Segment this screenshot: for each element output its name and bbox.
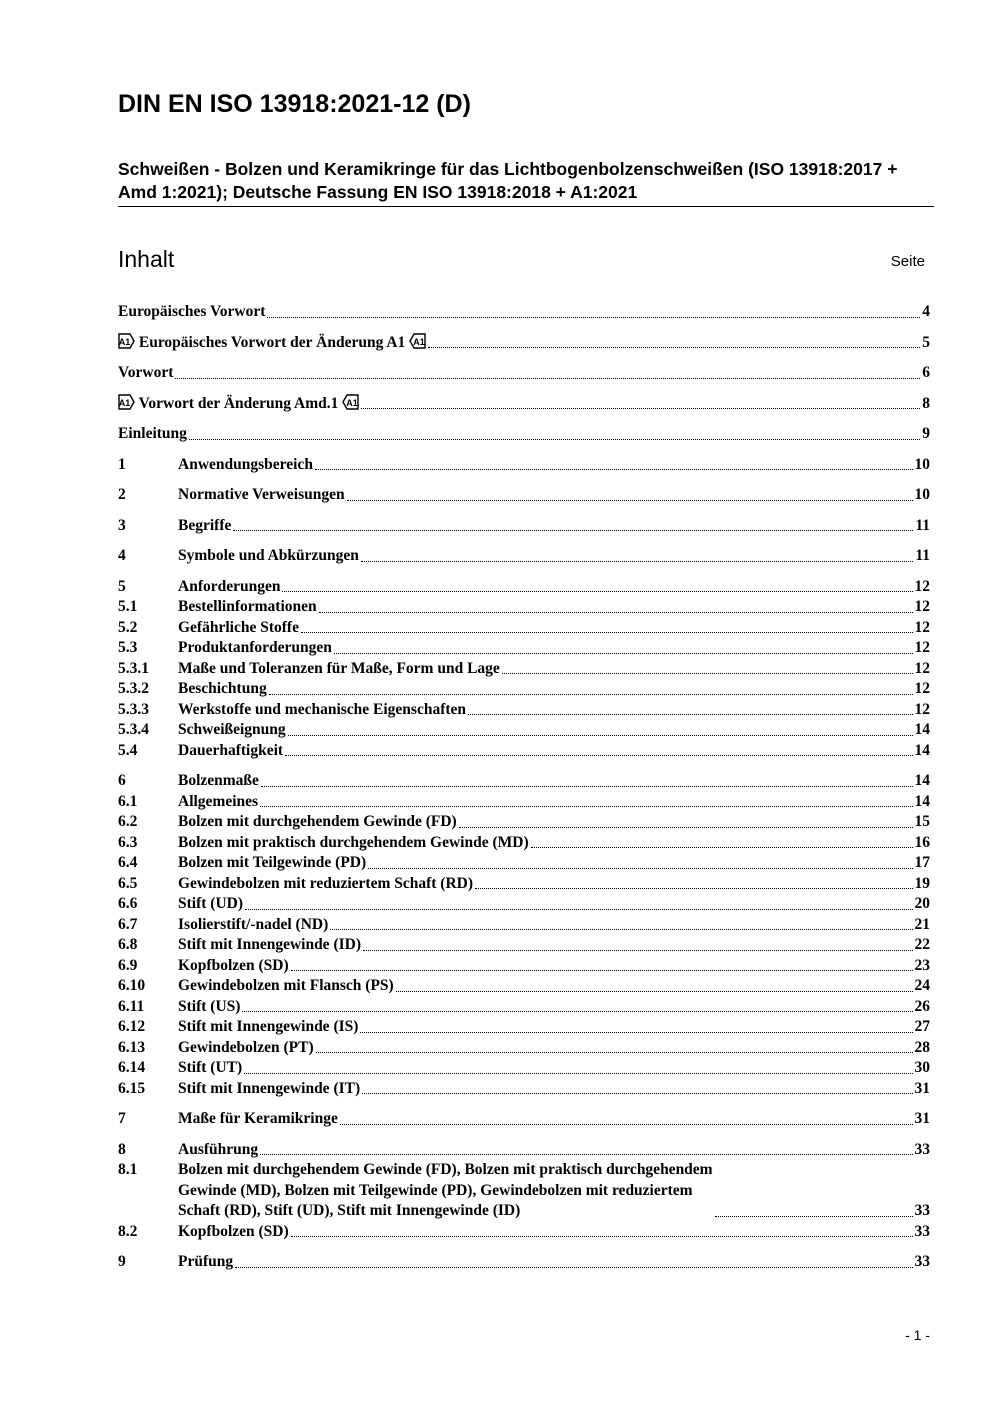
toc-entry-body xyxy=(178,833,930,854)
toc-entry-body xyxy=(178,956,930,977)
toc-entry[interactable] xyxy=(118,485,930,506)
toc-entry-body xyxy=(178,577,930,598)
toc-entry-page-number: 21 xyxy=(914,915,930,933)
toc-entry-title-text: Bolzen mit durchgehendem Gewinde (FD) xyxy=(178,813,457,830)
toc-entry-title xyxy=(178,1038,314,1059)
toc-entry-body xyxy=(178,853,930,874)
toc-dot-leader xyxy=(396,991,913,992)
toc-entry-title-text: Schweißeignung xyxy=(178,721,286,738)
toc-entry-title xyxy=(178,516,231,537)
toc-dot-leader xyxy=(291,970,913,971)
toc-entry-number: 5.3.3 xyxy=(118,700,149,718)
toc-dot-leader xyxy=(502,673,913,674)
toc-entry-title-text: Bestellinformationen xyxy=(178,598,317,615)
amendment-end-marker-icon xyxy=(342,394,359,410)
toc-entry[interactable] xyxy=(118,597,930,618)
toc-entry-title-text: Europäisches Vorwort der Änderung A1 xyxy=(138,333,406,351)
toc-entry-page-number: 33 xyxy=(914,1222,930,1240)
toc-entry-title-text: Bolzenmaße xyxy=(178,772,259,789)
toc-entry-title xyxy=(178,638,332,659)
toc-entry-title-text: Symbole und Abkürzungen xyxy=(178,547,359,564)
toc-entry-title xyxy=(178,741,283,762)
toc-entry-number: 6.7 xyxy=(118,915,138,933)
toc-entry[interactable] xyxy=(118,1252,930,1273)
toc-entry-title-text: Anforderungen xyxy=(178,577,281,595)
toc-entry-page-number: 27 xyxy=(914,1018,930,1035)
toc-entry-body xyxy=(178,1222,930,1243)
toc-entry-title-text: Einleitung xyxy=(118,425,187,442)
toc-entry-body xyxy=(118,424,930,445)
toc-entry-number: 6.8 xyxy=(118,936,138,953)
toc-dot-leader xyxy=(285,755,912,756)
toc-entry-page-number: 8 xyxy=(922,394,930,412)
toc-entry-page-number: 9 xyxy=(922,425,930,442)
toc-entry-title-text: Stift mit Innengewinde (ID) xyxy=(178,936,361,953)
toc-entry-title-text: Kopfbolzen (SD) xyxy=(178,1222,289,1240)
toc-entry-title-text: Dauerhaftigkeit xyxy=(178,741,284,759)
toc-entry[interactable] xyxy=(118,833,930,854)
toc-dot-leader xyxy=(362,1093,912,1094)
toc-dot-leader xyxy=(260,806,912,807)
toc-entry-page-number: 31 xyxy=(914,1079,930,1097)
toc-entry-page-number: 15 xyxy=(914,813,930,830)
toc-entry-body xyxy=(118,302,930,323)
document-subtitle: Schweißen - Bolzen und Keramikringe für das Lichtbogenbolzenschweißen (ISO 13918:2017 + Amd 1:2021); Deutsche Fassung EN ISO 13918:2018 + A1:2021 xyxy=(118,159,898,202)
toc-entry-page-number: 12 xyxy=(914,598,930,615)
toc-entry-page-number: 14 xyxy=(914,721,930,738)
toc-dot-leader xyxy=(244,1073,912,1074)
toc-entry-title xyxy=(178,1140,258,1161)
toc-entry-page-number: 31 xyxy=(914,1110,930,1127)
toc-entry-title xyxy=(118,424,187,445)
toc-entry-page-number: 33 xyxy=(914,1202,930,1219)
toc-entry[interactable] xyxy=(118,1079,930,1100)
toc-entry-number: 9 xyxy=(118,1253,126,1270)
toc-entry-title xyxy=(178,915,328,936)
toc-entry-number: 6.14 xyxy=(118,1059,146,1076)
toc-entry-number: 5.3.2 xyxy=(118,680,149,697)
toc-entry[interactable] xyxy=(118,302,930,323)
toc-dot-leader xyxy=(347,500,913,501)
toc-entry[interactable] xyxy=(118,1222,930,1243)
toc-entry-number: 6.1 xyxy=(118,792,138,810)
toc-entry-page-number: 14 xyxy=(914,772,930,789)
toc-entry-title xyxy=(178,935,361,956)
toc-dot-leader xyxy=(267,317,920,318)
toc-entry-number: 4 xyxy=(118,547,126,564)
toc-entry-title xyxy=(178,894,243,915)
toc-dot-leader xyxy=(468,714,912,715)
toc-entry-body xyxy=(178,1160,930,1222)
toc-entry-number: 8 xyxy=(118,1140,126,1158)
toc-entry-page-number: 12 xyxy=(914,680,930,697)
toc-entry-title-text: Gewindebolzen mit Flansch (PS) xyxy=(178,977,394,994)
toc-entry-title xyxy=(178,597,317,618)
toc-dot-leader xyxy=(368,868,912,869)
toc-dot-leader xyxy=(261,786,913,787)
toc-entry-title xyxy=(178,1109,338,1130)
toc-page-column-label: Seite xyxy=(890,253,925,270)
toc-entry-number: 6.4 xyxy=(118,854,138,871)
toc-entry[interactable] xyxy=(118,956,930,977)
toc-entry-body xyxy=(178,720,930,741)
toc-entry-title xyxy=(178,792,258,813)
toc-entry-title xyxy=(178,1160,713,1222)
toc-dot-leader xyxy=(291,1236,913,1237)
toc-entry[interactable] xyxy=(118,577,930,598)
toc-dot-leader xyxy=(715,1216,913,1217)
toc-entry-title xyxy=(178,485,345,506)
toc-entry-body xyxy=(178,997,930,1018)
toc-entry-page-number: 22 xyxy=(914,936,930,953)
toc-entry[interactable] xyxy=(118,771,930,792)
toc-entry-number: 5.3.4 xyxy=(118,721,149,738)
toc-dot-leader xyxy=(428,347,920,348)
toc-dot-leader xyxy=(175,378,920,379)
toc-entry-number: 6.3 xyxy=(118,833,138,851)
toc-entry-title xyxy=(178,853,366,874)
toc-dot-leader xyxy=(361,561,913,562)
toc-dot-leader xyxy=(340,1124,913,1125)
toc-entry-body xyxy=(178,874,930,895)
toc-entry-page-number: 16 xyxy=(914,833,930,851)
toc-entry[interactable] xyxy=(118,1017,930,1038)
toc-entry[interactable] xyxy=(118,659,930,680)
toc-entry-page-number: 11 xyxy=(915,547,930,564)
toc-entry-title xyxy=(178,833,529,854)
toc-dot-leader xyxy=(363,950,913,951)
toc-entry-number: 2 xyxy=(118,486,126,503)
toc-entry[interactable] xyxy=(118,976,930,997)
toc-entry[interactable] xyxy=(118,700,930,721)
toc-entry-body xyxy=(178,935,930,956)
toc-dot-leader xyxy=(315,469,913,470)
toc-entry[interactable] xyxy=(118,874,930,895)
toc-entry-page-number: 20 xyxy=(914,895,930,912)
toc-entry-body xyxy=(178,1109,930,1130)
svg-text:A1: A1 xyxy=(118,336,131,347)
toc-entry-title-text: Bolzen mit Teilgewinde (PD) xyxy=(178,854,367,871)
toc-entry-title xyxy=(118,333,426,354)
toc-dot-leader xyxy=(330,929,912,930)
toc-entry-number: 6.2 xyxy=(118,813,138,830)
toc-entry-title-text: Gewindebolzen (PT) xyxy=(178,1038,314,1056)
toc-entry-title xyxy=(178,1079,360,1100)
toc-entry-page-number: 19 xyxy=(914,874,930,892)
toc-entry-title xyxy=(178,720,286,741)
toc-entry-title-text: Werkstoffe und mechanische Eigenschaften xyxy=(178,700,467,718)
toc-dot-leader xyxy=(269,694,913,695)
toc-heading: Inhalt xyxy=(118,246,175,272)
document-title: DIN EN ISO 13918:2021-12 (D) xyxy=(118,90,471,118)
toc-dot-leader xyxy=(361,408,920,409)
toc-entry-page-number: 30 xyxy=(914,1059,930,1076)
toc-entry-body xyxy=(178,516,930,537)
toc-entry-body xyxy=(178,700,930,721)
toc-entry-body xyxy=(178,1252,930,1273)
toc-entry-number: 5 xyxy=(118,577,126,595)
toc-entry-number: 5.3 xyxy=(118,639,138,656)
toc-entry-page-number: 6 xyxy=(922,364,930,381)
toc-dot-leader xyxy=(319,612,913,613)
toc-entry-title-text: Europäisches Vorwort xyxy=(118,303,266,320)
toc-entry-title xyxy=(178,874,473,895)
toc-entry[interactable] xyxy=(118,1038,930,1059)
toc-entry-title xyxy=(178,1017,358,1038)
title-divider xyxy=(118,206,934,207)
amendment-start-marker-icon xyxy=(118,333,135,349)
toc-entry[interactable] xyxy=(118,894,930,915)
toc-entry-title xyxy=(178,976,394,997)
toc-entry[interactable] xyxy=(118,1140,930,1161)
toc-entry-title-text: Kopfbolzen (SD) xyxy=(178,956,289,974)
toc-entry[interactable] xyxy=(118,935,930,956)
toc-entry[interactable] xyxy=(118,1160,930,1222)
toc-entry-page-number: 33 xyxy=(914,1253,930,1270)
svg-text:A1: A1 xyxy=(118,397,131,408)
toc-entry-page-number: 14 xyxy=(914,792,930,810)
toc-entry-title-text: Stift mit Innengewinde (IS) xyxy=(178,1018,359,1035)
toc-entry[interactable] xyxy=(118,720,930,741)
toc-entry-title-line: Schaft (RD), Stift (UD), Stift mit Innengewinde (ID) xyxy=(178,1202,521,1219)
toc-entry-title-text: Stift (UD) xyxy=(178,895,243,912)
toc-entry-number: 8.1 xyxy=(118,1161,138,1178)
toc-entry-title-text: Beschichtung xyxy=(178,680,267,697)
toc-dot-leader xyxy=(459,827,913,828)
toc-entry-body xyxy=(178,455,930,476)
toc-entry-title-text: Vorwort xyxy=(118,364,174,381)
toc-entry[interactable] xyxy=(118,997,930,1018)
toc-entry-body xyxy=(178,638,930,659)
page-number: - 1 - xyxy=(905,1327,930,1343)
toc-entry-title-text: Isolierstift/-nadel (ND) xyxy=(178,915,329,933)
toc-entry-title-line: Bolzen mit durchgehendem Gewinde (FD), Bolzen mit praktisch durchgehendem xyxy=(178,1161,713,1178)
toc-entry-title xyxy=(178,659,500,680)
svg-text:A1: A1 xyxy=(413,336,425,347)
toc-entry[interactable] xyxy=(118,679,930,700)
toc-entry-body xyxy=(178,792,930,813)
toc-entry-number: 6.13 xyxy=(118,1038,146,1056)
toc-entry-page-number: 5 xyxy=(922,333,930,351)
toc-entry-body xyxy=(178,976,930,997)
toc-entry[interactable] xyxy=(118,792,930,813)
toc-entry-body xyxy=(178,679,930,700)
toc-entry-page-number: 24 xyxy=(914,977,930,994)
toc-dot-leader xyxy=(242,1011,912,1012)
toc-dot-leader xyxy=(189,439,920,440)
toc-entry-page-number: 14 xyxy=(914,741,930,759)
toc-entry-body xyxy=(178,1058,930,1079)
toc-entry-title xyxy=(178,700,466,721)
toc-dot-leader xyxy=(531,847,913,848)
toc-entry[interactable] xyxy=(118,333,930,354)
toc-entry[interactable] xyxy=(118,455,930,476)
toc-entry-body xyxy=(178,485,930,506)
toc-entry-body xyxy=(118,363,930,384)
toc-entry-number: 1 xyxy=(118,455,126,473)
toc-dot-leader xyxy=(288,735,913,736)
toc-dot-leader xyxy=(334,653,913,654)
toc-entry-title-text: Anwendungsbereich xyxy=(178,455,313,473)
toc-entry-page-number: 4 xyxy=(922,303,930,320)
toc-dot-leader xyxy=(360,1032,912,1033)
toc-entry-body xyxy=(178,659,930,680)
toc-dot-leader xyxy=(245,909,913,910)
toc-entry-title-text: Prüfung xyxy=(178,1253,234,1270)
toc-entry-number: 6.12 xyxy=(118,1018,146,1035)
toc-entry-title xyxy=(178,771,259,792)
toc-entry-page-number: 10 xyxy=(914,455,930,473)
toc-entry-page-number: 12 xyxy=(914,639,930,656)
table-of-contents xyxy=(118,302,930,1273)
toc-entry-body xyxy=(178,1079,930,1100)
toc-entry-page-number: 12 xyxy=(914,577,930,595)
toc-entry-body xyxy=(178,1038,930,1059)
toc-dot-leader xyxy=(235,1267,912,1268)
toc-entry-page-number: 12 xyxy=(914,618,930,636)
toc-entry-number: 6.15 xyxy=(118,1079,146,1097)
toc-dot-leader xyxy=(233,530,913,531)
toc-entry[interactable] xyxy=(118,1109,930,1130)
toc-entry-title-line: Gewinde (MD), Bolzen mit Teilgewinde (PD), Gewindebolzen mit reduziertem xyxy=(178,1181,693,1199)
toc-entry-title xyxy=(178,997,240,1018)
toc-entry[interactable] xyxy=(118,853,930,874)
toc-entry-title-text: Ausführung xyxy=(178,1140,259,1158)
toc-entry-page-number: 33 xyxy=(914,1140,930,1158)
toc-dot-leader xyxy=(260,1154,912,1155)
toc-entry-title-text: Bolzen mit praktisch durchgehendem Gewinde (MD) xyxy=(178,833,529,851)
toc-entry-body xyxy=(178,597,930,618)
toc-entry-title-text: Stift (US) xyxy=(178,997,241,1015)
toc-entry-title xyxy=(178,455,313,476)
toc-entry-title xyxy=(118,363,173,384)
toc-entry-page-number: 10 xyxy=(914,486,930,503)
toc-entry-title xyxy=(178,1252,233,1273)
svg-text:A1: A1 xyxy=(346,397,359,408)
toc-entry-page-number: 26 xyxy=(914,997,930,1015)
toc-dot-leader xyxy=(316,1052,913,1053)
toc-entry[interactable] xyxy=(118,516,930,537)
toc-entry-number: 7 xyxy=(118,1110,126,1127)
toc-dot-leader xyxy=(282,591,912,592)
toc-entry-title-text: Vorwort der Änderung Amd.1 xyxy=(138,394,339,412)
toc-entry[interactable] xyxy=(118,741,930,762)
toc-entry-title xyxy=(178,546,359,567)
amendment-end-marker-icon xyxy=(409,333,426,349)
toc-entry-number: 6.11 xyxy=(118,997,145,1015)
toc-entry[interactable] xyxy=(118,618,930,639)
toc-entry-body xyxy=(118,394,930,415)
toc-dot-leader xyxy=(475,888,912,889)
toc-entry-number: 6.6 xyxy=(118,895,138,912)
toc-entry-number: 8.2 xyxy=(118,1222,138,1240)
toc-entry-title-text: Maße für Keramikringe xyxy=(178,1110,338,1127)
toc-entry[interactable] xyxy=(118,424,930,445)
toc-entry-number: 3 xyxy=(118,516,126,534)
toc-entry-body xyxy=(178,546,930,567)
toc-entry-number: 5.4 xyxy=(118,741,138,759)
toc-entry-title-text: Begriffe xyxy=(178,516,232,534)
toc-entry-title-text: Normative Verweisungen xyxy=(178,486,345,503)
toc-entry[interactable] xyxy=(118,363,930,384)
toc-entry-title xyxy=(178,618,299,639)
toc-entry-page-number: 28 xyxy=(914,1038,930,1056)
toc-entry-body xyxy=(178,894,930,915)
toc-entry-title-text: Stift (UT) xyxy=(178,1059,243,1076)
toc-entry-page-number: 12 xyxy=(914,659,930,677)
toc-entry-title xyxy=(178,956,289,977)
toc-entry-title xyxy=(178,812,457,833)
toc-entry-page-number: 11 xyxy=(915,516,930,534)
toc-entry-body xyxy=(178,1140,930,1161)
toc-entry-title-text: Gefährliche Stoffe xyxy=(178,618,299,636)
toc-entry-body xyxy=(178,741,930,762)
toc-entry-body xyxy=(178,812,930,833)
toc-entry-title-text: Maße und Toleranzen für Maße, Form und Lage xyxy=(178,659,500,677)
toc-dot-leader xyxy=(301,632,913,633)
toc-entry-title xyxy=(118,394,359,415)
toc-entry-body xyxy=(178,771,930,792)
toc-entry-number: 6 xyxy=(118,772,126,789)
toc-entry-page-number: 17 xyxy=(914,854,930,871)
toc-entry-title xyxy=(178,1222,289,1243)
toc-entry-body xyxy=(118,333,930,354)
toc-entry-body xyxy=(178,915,930,936)
toc-entry-number: 6.5 xyxy=(118,874,138,892)
toc-entry-number: 6.9 xyxy=(118,956,138,974)
toc-entry[interactable] xyxy=(118,915,930,936)
toc-entry[interactable] xyxy=(118,638,930,659)
toc-entry-title xyxy=(178,1058,242,1079)
amendment-start-marker-icon xyxy=(118,394,135,410)
toc-entry-page-number: 12 xyxy=(914,700,930,718)
toc-entry[interactable] xyxy=(118,1058,930,1079)
toc-entry-body xyxy=(178,618,930,639)
toc-entry-title xyxy=(118,302,265,323)
toc-entry[interactable] xyxy=(118,812,930,833)
toc-entry-title-text: Gewindebolzen mit reduziertem Schaft (RD) xyxy=(178,874,474,892)
toc-entry-title-text: Produktanforderungen xyxy=(178,639,332,656)
toc-entry-number: 5.2 xyxy=(118,618,138,636)
toc-entry-body xyxy=(178,1017,930,1038)
toc-entry-title-text: Allgemeines xyxy=(178,792,259,810)
toc-entry[interactable] xyxy=(118,546,930,567)
toc-entry-number: 6.10 xyxy=(118,977,146,994)
toc-entry-title xyxy=(178,577,280,598)
toc-entry-title xyxy=(178,679,267,700)
toc-entry-number: 5.1 xyxy=(118,598,138,615)
toc-entry-title-text: Stift mit Innengewinde (IT) xyxy=(178,1079,361,1097)
toc-entry-number: 5.3.1 xyxy=(118,659,149,677)
toc-entry-page-number: 23 xyxy=(914,956,930,974)
toc-entry[interactable] xyxy=(118,394,930,415)
